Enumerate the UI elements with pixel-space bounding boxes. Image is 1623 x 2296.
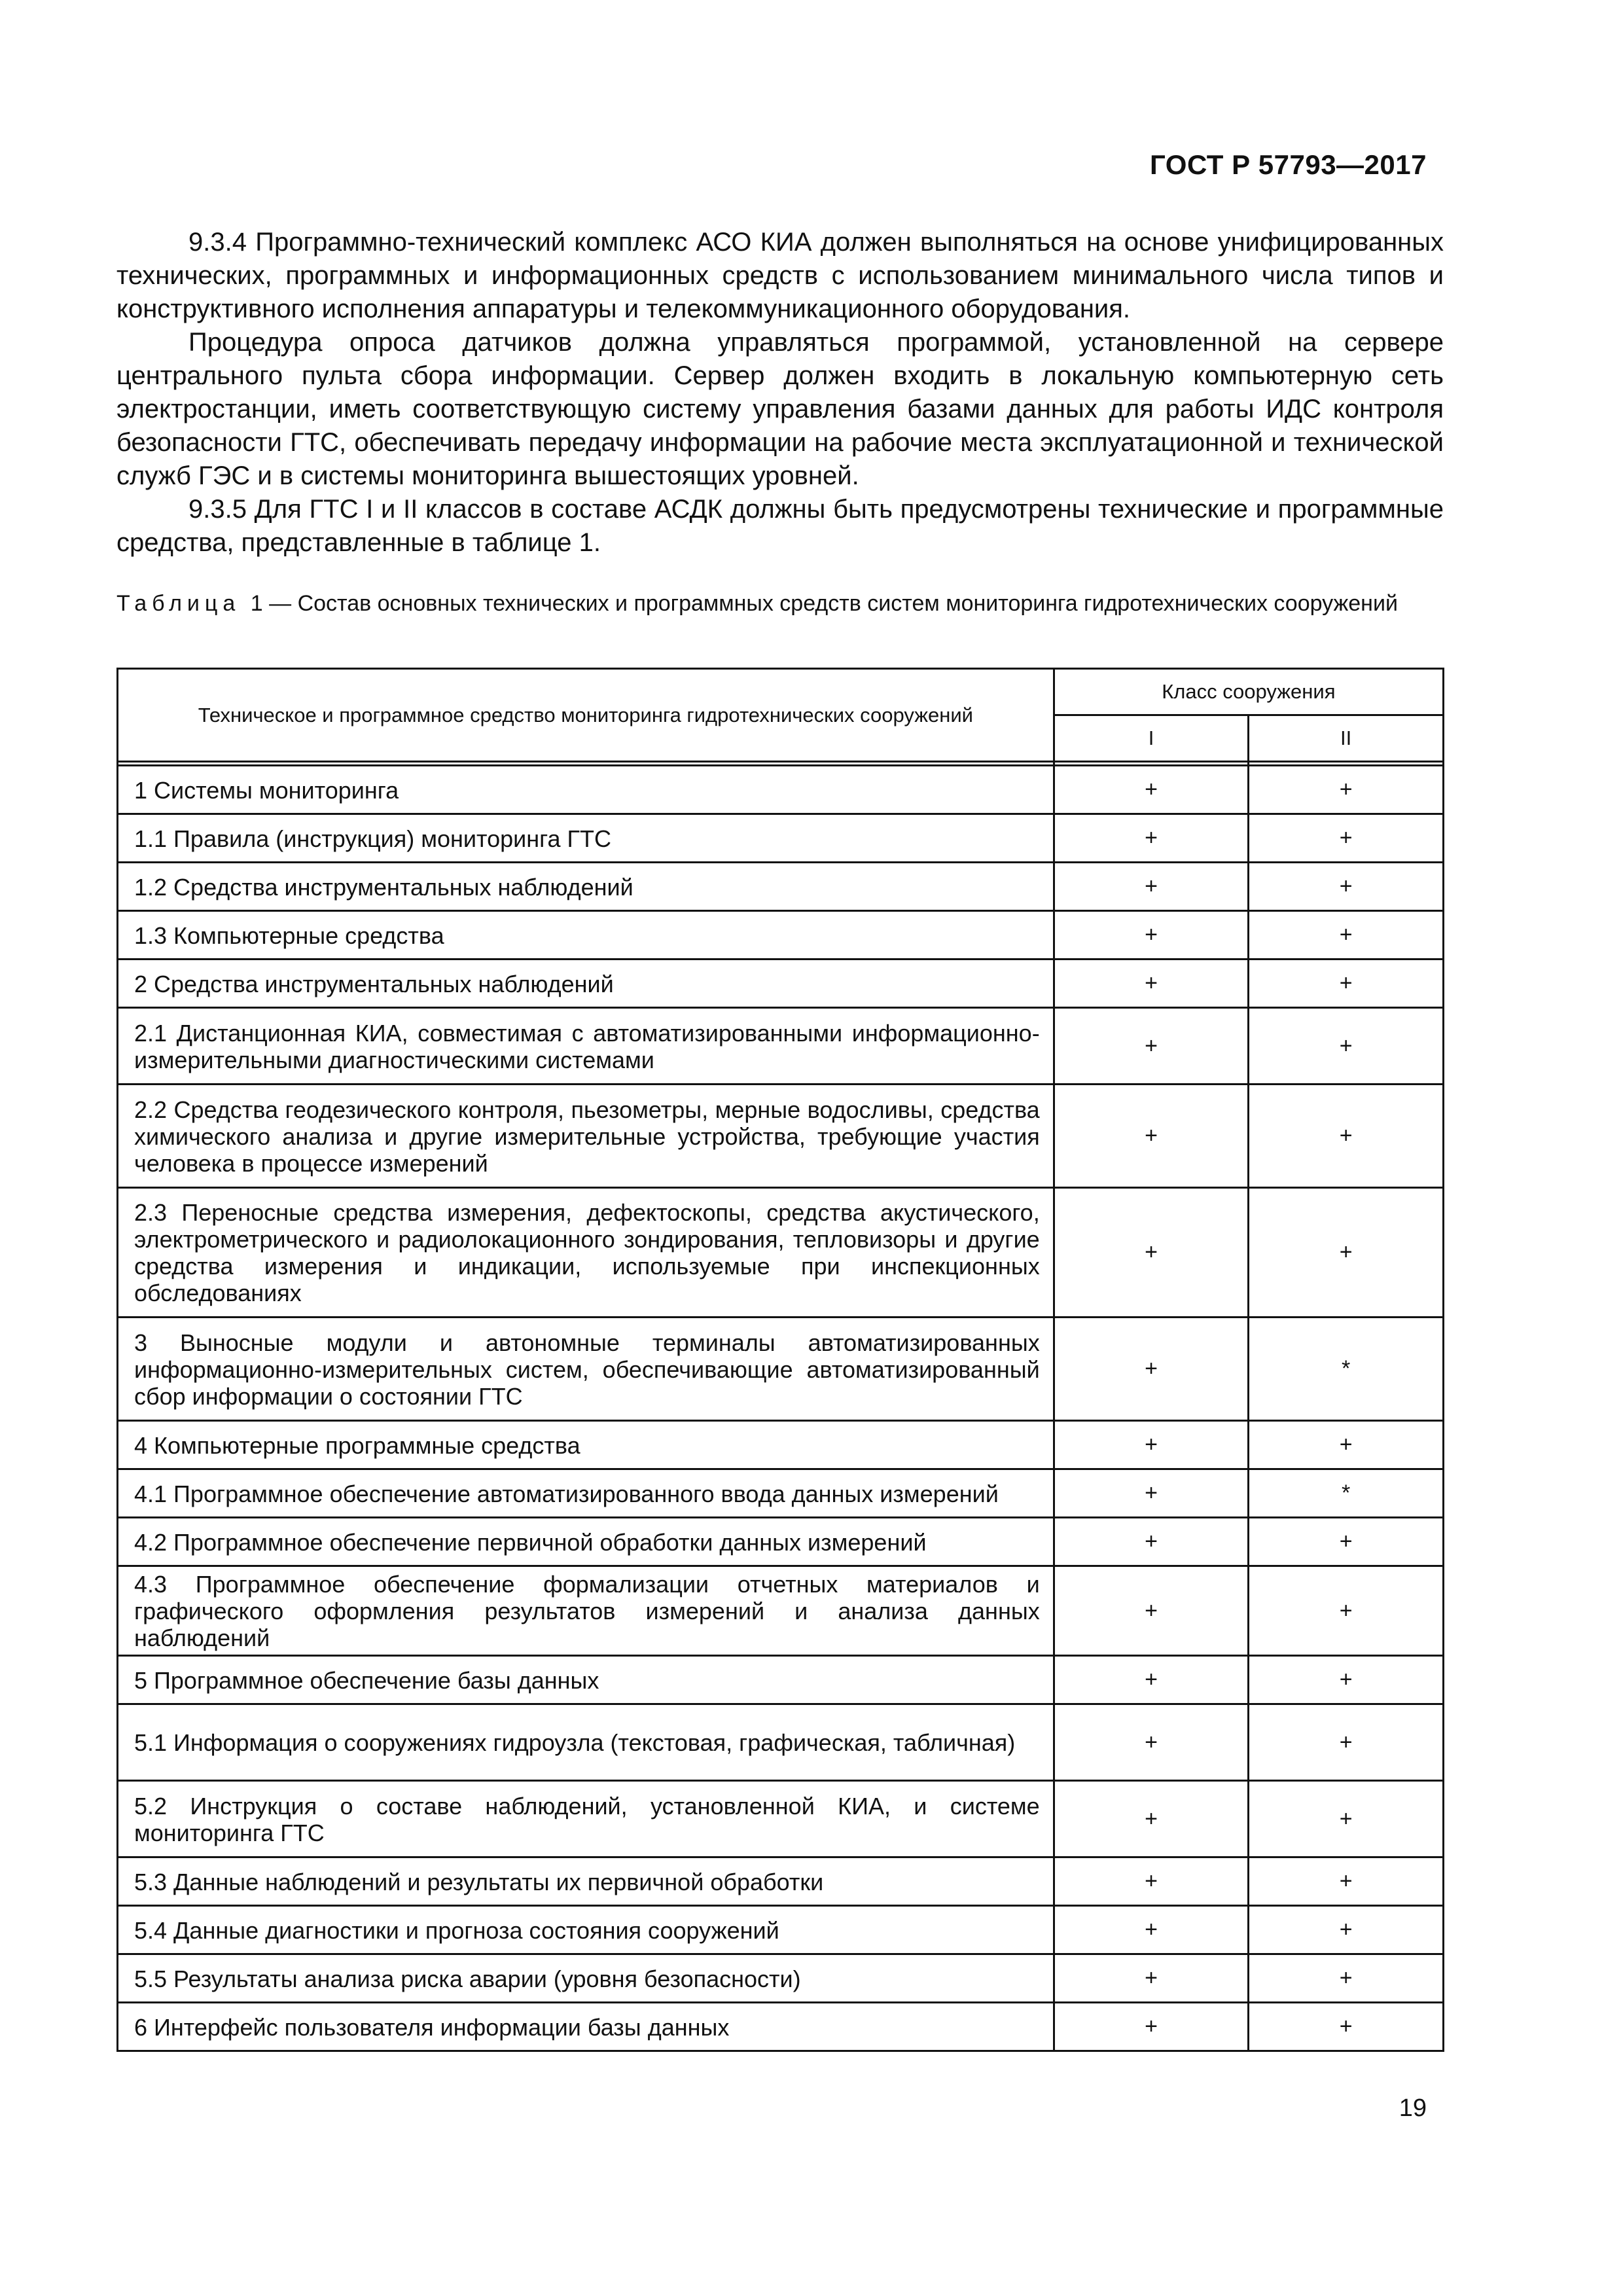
class-ii-mark: + — [1249, 1085, 1444, 1188]
class-i-mark: + — [1054, 1518, 1249, 1566]
class-ii-mark: + — [1249, 1704, 1444, 1781]
class-ii-mark: + — [1249, 1906, 1444, 1954]
row-description: 4.1 Программное обеспечение автоматизированного ввода данных измерений — [118, 1469, 1054, 1518]
row-description: 1.1 Правила (инструкция) мониторинга ГТС — [118, 814, 1054, 863]
table-row — [118, 1954, 1444, 2003]
class-i-mark: + — [1054, 911, 1249, 960]
class-i-mark: + — [1054, 1566, 1249, 1656]
row-description: 2.2 Средства геодезического контроля, пьезометры, мерные водосливы, средства химического анализа и другие измерительные устройства, требующие участия человека в процессе измерений — [118, 1085, 1054, 1188]
table-row — [118, 1781, 1444, 1857]
row-description: 5.4 Данные диагностики и прогноза состояния сооружений — [118, 1906, 1054, 1954]
table-row — [118, 911, 1444, 960]
table-row — [118, 960, 1444, 1008]
table-row — [118, 863, 1444, 911]
row-description: 1.2 Средства инструментальных наблюдений — [118, 863, 1054, 911]
class-ii-mark: + — [1249, 766, 1444, 814]
class-ii-mark: + — [1249, 1954, 1444, 2003]
table-row — [118, 766, 1444, 814]
class-ii-mark: * — [1249, 1469, 1444, 1518]
table-caption-text: 1 — Состав основных технических и программных средств систем мониторинга гидротехнических сооружений — [250, 591, 1398, 616]
class-ii-mark: + — [1249, 1518, 1444, 1566]
class-ii-mark: + — [1249, 1421, 1444, 1469]
class-i-mark: + — [1054, 766, 1249, 814]
table-row — [118, 1085, 1444, 1188]
class-i-mark: + — [1054, 2003, 1249, 2051]
table-row — [118, 1318, 1444, 1421]
table-row — [118, 1518, 1444, 1566]
class-i-mark: + — [1054, 1704, 1249, 1781]
monitoring-means-table — [116, 668, 1444, 2052]
class-i-mark: + — [1054, 1656, 1249, 1704]
class-i-mark: + — [1054, 814, 1249, 863]
row-description: 6 Интерфейс пользователя информации базы данных — [118, 2003, 1054, 2051]
class-i-mark: + — [1054, 1318, 1249, 1421]
class-ii-mark: + — [1249, 863, 1444, 911]
table-row — [118, 1469, 1444, 1518]
table-row — [118, 1656, 1444, 1704]
table-row — [118, 1008, 1444, 1085]
class-i-mark: + — [1054, 863, 1249, 911]
class-i-mark: + — [1054, 1954, 1249, 2003]
row-description: 1.3 Компьютерные средства — [118, 911, 1054, 960]
class-ii-mark: + — [1249, 814, 1444, 863]
class-ii-mark: + — [1249, 1566, 1444, 1656]
class-i-mark: + — [1054, 1421, 1249, 1469]
row-description: 5.2 Инструкция о составе наблюдений, установленной КИА, и системе мониторинга ГТС — [118, 1781, 1054, 1857]
row-description: 4.3 Программное обеспечение формализации отчетных материалов и графического оформления результатов измерений и анализа данных наблюдений — [118, 1566, 1054, 1656]
class-ii-mark: + — [1249, 1008, 1444, 1085]
class-ii-mark: + — [1249, 911, 1444, 960]
row-description: 1 Системы мониторинга — [118, 766, 1054, 814]
column-header-class: Класс сооружения — [1054, 669, 1443, 715]
table-row — [118, 1704, 1444, 1781]
row-description: 2 Средства инструментальных наблюдений — [118, 960, 1054, 1008]
table-row — [118, 814, 1444, 863]
table-caption — [116, 589, 1444, 619]
row-description: 2.3 Переносные средства измерения, дефектоскопы, средства акустического, электрометрического и радиолокационного зондирования, тепловизоры и другие средства измерения и индикации, используемые при инспекционных обследованиях — [118, 1188, 1054, 1318]
class-ii-mark: * — [1249, 1318, 1444, 1421]
table-row — [118, 1906, 1444, 1954]
column-header-class-ii: II — [1249, 715, 1444, 762]
class-i-mark: + — [1054, 1469, 1249, 1518]
paragraph-9-3-5: 9.3.5 Для ГТС I и II классов в составе АСДК должны быть предусмотрены технические и программные средства, представленные в таблице 1. — [116, 495, 1444, 557]
row-description: 2.1 Дистанционная КИА, совместимая с автоматизированными информационно-измерительными диагностическими системами — [118, 1008, 1054, 1085]
table-row — [118, 1421, 1444, 1469]
table-row — [118, 1566, 1444, 1656]
column-header-means: Техническое и программное средство мониторинга гидротехнических сооружений — [118, 669, 1054, 762]
row-description: 5.1 Информация о сооружениях гидроузла (текстовая, графическая, табличная) — [118, 1704, 1054, 1781]
class-ii-mark: + — [1249, 1857, 1444, 1906]
row-description: 5.5 Результаты анализа риска аварии (уровня безопасности) — [118, 1954, 1054, 2003]
table-row — [118, 1188, 1444, 1318]
class-i-mark: + — [1054, 1857, 1249, 1906]
body-text — [116, 226, 1444, 560]
class-i-mark: + — [1054, 960, 1249, 1008]
row-description: 4 Компьютерные программные средства — [118, 1421, 1054, 1469]
row-description: 3 Выносные модули и автономные терминалы автоматизированных информационно-измерительных систем, обеспечивающие автоматизированный сбор информации о состоянии ГТС — [118, 1318, 1054, 1421]
paragraph-9-3-4: 9.3.4 Программно-технический комплекс АСО КИА должен выполняться на основе унифицированных технических, программных и информационных средств с использованием минимального числа типов и конструктивного исполнения аппаратуры и телекоммуникационного оборудования. — [116, 228, 1444, 323]
class-i-mark: + — [1054, 1781, 1249, 1857]
row-description: 5.3 Данные наблюдений и результаты их первичной обработки — [118, 1857, 1054, 1906]
row-description: 4.2 Программное обеспечение первичной обработки данных измерений — [118, 1518, 1054, 1566]
page-number: 19 — [1399, 2094, 1427, 2122]
class-i-mark: + — [1054, 1085, 1249, 1188]
table-row — [118, 1857, 1444, 1906]
class-ii-mark: + — [1249, 1188, 1444, 1318]
class-i-mark: + — [1054, 1188, 1249, 1318]
document-code: ГОСТ Р 57793—2017 — [1150, 149, 1427, 180]
class-ii-mark: + — [1249, 1656, 1444, 1704]
table-caption-label: Таблица — [116, 591, 241, 616]
class-i-mark: + — [1054, 1008, 1249, 1085]
class-i-mark: + — [1054, 1906, 1249, 1954]
class-ii-mark: + — [1249, 2003, 1444, 2051]
class-ii-mark: + — [1249, 1781, 1444, 1857]
paragraph-survey-procedure: Процедура опроса датчиков должна управляться программой, установленной на сервере центрального пульта сбора информации. Сервер должен входить в локальную компьютерную сеть электростанции, иметь соответствующую систему управления базами данных для работы ИДС контроля безопасности ГТС, обеспечивать передачу информации на рабочие места эксплуатационной и технической служб ГЭС и в системы мониторинга вышестоящих уровней. — [116, 328, 1444, 490]
column-header-class-i: I — [1054, 715, 1249, 762]
table-body — [118, 762, 1444, 2051]
row-description: 5 Программное обеспечение базы данных — [118, 1656, 1054, 1704]
class-ii-mark: + — [1249, 960, 1444, 1008]
table-row — [118, 2003, 1444, 2051]
